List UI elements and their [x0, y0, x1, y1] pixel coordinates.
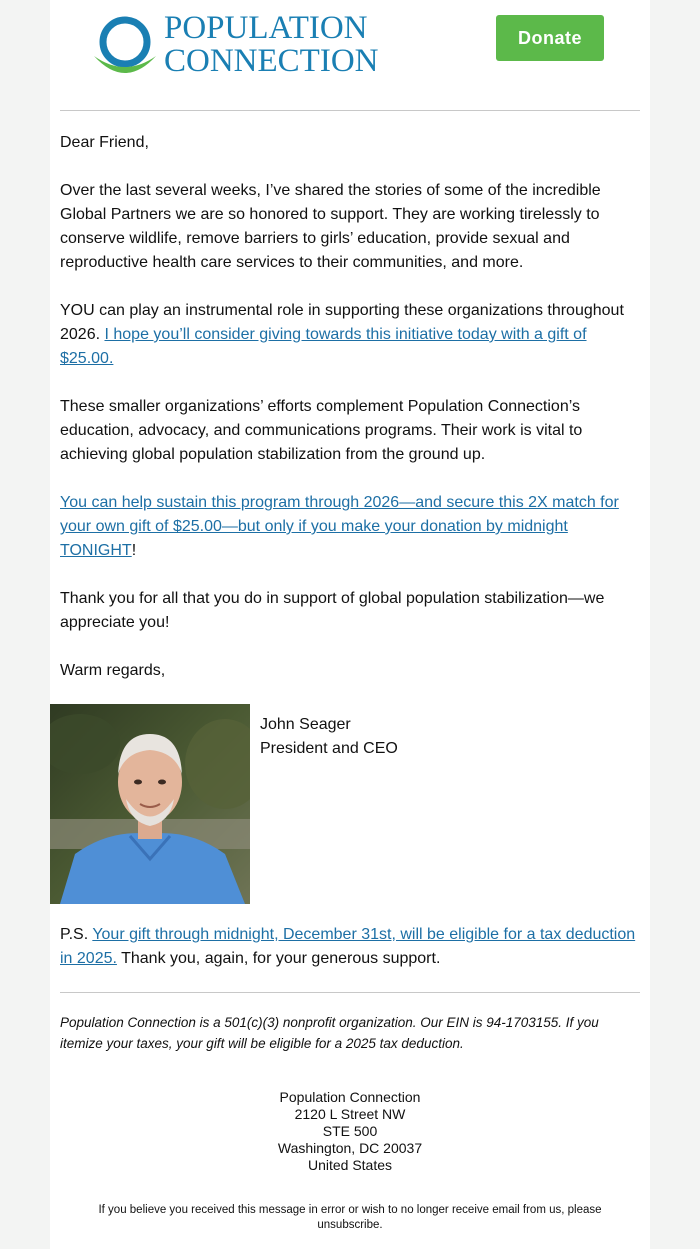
paragraph-4-end: !: [131, 542, 137, 559]
email-body: [50, 0, 650, 1249]
letter-paragraph-3: [60, 395, 642, 467]
closing-text: Warm regards,: [60, 662, 166, 679]
email-header: [50, 0, 650, 110]
address-line: United States: [307, 1157, 393, 1173]
signer-title: President and CEO: [260, 740, 398, 757]
letter-postscript: [60, 923, 642, 971]
address-line: 2120 L Street NW: [294, 1106, 406, 1122]
ps-suffix: Thank you, again, for your generous support.: [116, 950, 441, 967]
gift-link[interactable]: I hope you’ll consider giving towards this initiative today with a gift of $25.00.: [60, 326, 587, 367]
letter-paragraph-4: [60, 491, 642, 563]
match-link[interactable]: You can help sustain this program through 2026—and secure this 2X match for your own gift of $25.00—but only if you make your donation by midnight TONIGHT: [60, 494, 619, 559]
signature-block: [260, 713, 398, 761]
paragraph-2-text: YOU can play an instrumental role in supporting these organizations throughout 2026.: [60, 302, 624, 343]
population-connection-logo[interactable]: [90, 12, 420, 82]
letter-closing: [60, 659, 642, 683]
address-line: Washington, DC 20037: [277, 1140, 423, 1156]
unsubscribe-notice[interactable]: If you believe you received this message in error or wish to no longer receive email from us, please unsubscribe.: [98, 1204, 602, 1231]
ps-prefix: P.S.: [60, 926, 93, 943]
signer-photo: [50, 704, 250, 904]
address-line: STE 500: [322, 1123, 378, 1139]
tax-deduction-link[interactable]: Your gift through midnight, December 31st, will be eligible for a tax deduction in 2025.: [60, 926, 636, 967]
paragraph-1-text: Over the last several weeks, I’ve shared the stories of some of the incredible Global Partners we are so honored to support. They are working tirelessly to conserve wildlife, remove barriers to girls’ education, provide sexual and reproductive health care services to their communities, and more.: [60, 182, 601, 271]
logo-line-2: CONNECTION: [164, 43, 379, 79]
paragraph-3-text: These smaller organizations’ efforts complement Population Connection’s education, advocacy, and communications programs. Their work is vital to achieving global population stabilization from the ground up.: [60, 398, 583, 463]
letter-paragraph-5: [60, 587, 642, 635]
nonprofit-note: Population Connection is a 501(c)(3) nonprofit organization. Our EIN is 94-1703155. If you itemize your taxes, your gift will be eligible for a 2025 tax deduction.: [60, 1015, 599, 1051]
signer-name: John Seager: [260, 716, 351, 733]
footer-divider: [60, 992, 640, 993]
logo-wordmark: [164, 12, 378, 78]
greeting-text: Dear Friend,: [60, 134, 149, 151]
address-line: Population Connection: [279, 1089, 421, 1105]
letter-paragraph-2: [60, 299, 642, 371]
signer-portrait-image: [50, 704, 250, 904]
mailing-address: [50, 1089, 650, 1174]
paragraph-5-text: Thank you for all that you do in support of global population stabilization—we appreciate you!: [60, 590, 605, 631]
donate-button[interactable]: Donate: [496, 15, 604, 61]
header-divider: [60, 110, 640, 111]
letter-paragraph-1: [60, 179, 642, 275]
letter-greeting: [60, 131, 642, 155]
logo-line-1: POPULATION: [164, 10, 368, 46]
logo-circle-icon: [90, 12, 160, 82]
